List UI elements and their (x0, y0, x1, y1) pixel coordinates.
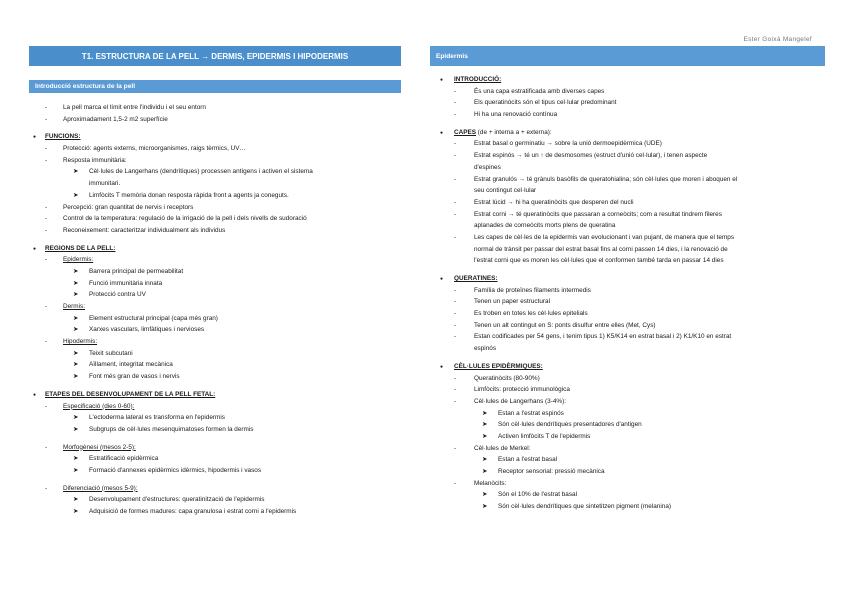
list-item: - Estrat basal o germinatiu → sobre la unió dermoepidèrmica (UDE) (454, 140, 662, 148)
list-item: normal de trànsit per passar del estrat basal fins al corni passen 14 dies, i la renovació de (474, 245, 728, 253)
list-item: - Reconeixement: caracteritzar individualment als individus (45, 226, 226, 234)
list-item: ➤ Aïllament, integritat mecànica (73, 361, 173, 369)
list-item: - Aproximadament 1,5-2 m2 superfície (45, 115, 168, 123)
list-item: aplanades de corneòcits morts plens de queratina (474, 222, 616, 230)
section-heading-funcions: ● FUNCIONS: (29, 131, 401, 143)
section-heading-introduccio: ● INTRODUCCIÓ: (430, 74, 825, 86)
list-item: - Protecció: agents externs, microorganismes, raigs tèrmics, UV… (45, 145, 246, 153)
list-item: - Dermis: (45, 303, 86, 310)
right-content (430, 74, 825, 513)
list-item: - Família de proteïnes filaments intermedis (454, 286, 591, 294)
list-item: - Estrat granulós → té grànuls basòfils de queratohialina; són cèl·lules que moren i aboquen el (454, 175, 738, 183)
list-item: ➤ Limfòcits T memòria donan resposta ràpida front a agents ja coneguts. (73, 191, 289, 199)
section-header-intro: Introducció estructura de la pell (29, 80, 401, 93)
list-item: - Especificació (dies 0-60): (45, 402, 135, 410)
section-header-epidermis: Epidermis (430, 46, 825, 66)
section-heading-capes: ● CAPES (de + interna a + externa): (430, 127, 825, 139)
list-item: - Melanòcits: (454, 479, 507, 487)
list-item: - Estrat corni → té queratinòcits que passaran a corneòcits; com a resultat tindrem fileres (454, 210, 722, 218)
list-item: - Limfòcits: protecció immunològica (454, 386, 570, 394)
list-item: - Es troben en totes les cèl·lules epitelials (454, 310, 588, 318)
list-item: - Cèl·lules de Langerhans (3-4%): (454, 397, 567, 405)
list-item: - Control de la temperatura: regulació de la irrigació de la pell i dels nivells de sudoració (45, 215, 307, 223)
list-item: - Epidermis: (45, 256, 94, 264)
list-item: ➤ Són el 10% de l'estrat basal (482, 491, 578, 499)
list-item: - Queratinòcits (80-90%) (454, 374, 540, 382)
list-item: ➤ L'ectoderma lateral es transforma en l'epidermis (73, 414, 225, 422)
section-heading-regions: ● REGIONS DE LA PELL: (29, 243, 401, 255)
section-heading-etapes: ● ETAPES DEL DESENVOLUPAMENT DE LA PELL FETAL: (29, 389, 401, 401)
list-item: ➤ Adquisició de formes madures: capa granulosa i estrat corni a l'epidermis (73, 508, 297, 515)
author-name: Ester Goixà Mangelef (743, 36, 812, 43)
list-item: - Les capes de cèl·les de la epidermis van evolucionant i van pujant, de manera que el temps (454, 233, 735, 241)
list-item: ➤ Subgrups de cèl·lules mesenquimatoses formen la dermis (73, 425, 254, 433)
page-title: T1. ESTRUCTURA DE LA PELL → DERMIS, EPIDERMIS I HIPODERMIS (29, 46, 401, 66)
list-item: l'estrat corni que es moren les cèl·lules que el conformen també tarda en passar 14 dies (474, 257, 724, 265)
list-item: ➤ Cèl·lules de Langerhans (dendrítiques) processen antígens i activen el sistema (73, 168, 313, 176)
list-item: ➤ Funció immunitària innata (73, 279, 163, 287)
list-item: espinós (474, 345, 497, 353)
list-item: - Estrat espinós → té un ↑ de desmosomes (estruct d'unió cel·lular), i tenen aspecte (454, 152, 708, 160)
list-item: ➤ Barrera principal de permeabilitat (73, 267, 184, 275)
list-item: ➤ Estratificació epidèrmica (73, 455, 159, 463)
list-item: - Resposta immunitària: (45, 156, 127, 164)
list-item: ➤ Estan a l'estrat basal (482, 456, 558, 464)
list-item: - Estrat lúcid → hi ha queratinòcits que desperen del nucli (454, 198, 634, 206)
list-item: ➤ Activen limfòcits T de l'epidermis (482, 432, 591, 440)
list-item: ➤ Element estructural principal (capa més gran) (73, 314, 218, 322)
list-item: - Hipodermis: (45, 338, 98, 346)
list-item: - Percepció: gran quantitat de nervis i receptors (45, 203, 194, 211)
list-item: ➤ Protecció contra UV (73, 291, 146, 299)
list-item: - Cèl·lules de Merkel: (454, 444, 531, 452)
section-heading-queratines: ● QUERATINES: (430, 273, 825, 285)
list-item: ➤ Formació d'annexes epidèrmics idèrmics, hipodermis i vasos (73, 466, 262, 474)
list-item: ➤ Estan a l'estrat espinós (482, 409, 564, 417)
list-item: - Diferenciació (mesos 5-9): (45, 484, 138, 492)
list-item: - Morfogènesi (mesos 2-5): (45, 443, 136, 451)
list-item: - Tenen un alt contingut en S: ponts disulfur entre elles (Met, Cys) (454, 321, 656, 329)
list-item: ➤ Xarxes vasculars, limfàtiques i nervioses (73, 326, 205, 334)
list-item: ➤ Desenvolupament d'estructures: queratinització de l'epidermis (73, 496, 265, 504)
list-item: ➤ Receptor sensorial: pressió mecànica (482, 468, 605, 475)
list-item: - Estan codificades per 54 gens, i tenim tipus 1) K5/K14 en estrat basal i 2) K1/K10 en estrat (454, 333, 732, 341)
left-content (29, 102, 401, 518)
list-item: immunitari. (89, 180, 121, 188)
list-item: d'espines (474, 163, 501, 171)
section-heading-cellules: ● CÈL·LULES EPIDÈRMIQUES: (430, 361, 825, 373)
list-item: - Tenen un paper estructural (454, 298, 551, 306)
list-item: - És una capa estratificada amb diverses capes (454, 87, 605, 95)
list-item: - La pell marca el límit entre l'individu i el seu entorn (45, 104, 206, 111)
list-item: ➤ Teixit subcutani (73, 349, 133, 357)
list-item: seu contingut cel·lular (474, 187, 537, 195)
list-item: ➤ Són cèl·lules dendrítiques presentadores d'antigen (482, 421, 642, 429)
list-item: - Hi ha una renovació contínua (454, 111, 558, 119)
list-item: ➤ Són cèl·lules dendrítiques que sintetitzen pigment (melanina) (482, 503, 671, 511)
list-item: - Els queratinòcits són el tipus cel·lular predominant (454, 99, 617, 107)
list-item: ➤ Font més gran de vasos i nervis (73, 373, 180, 381)
